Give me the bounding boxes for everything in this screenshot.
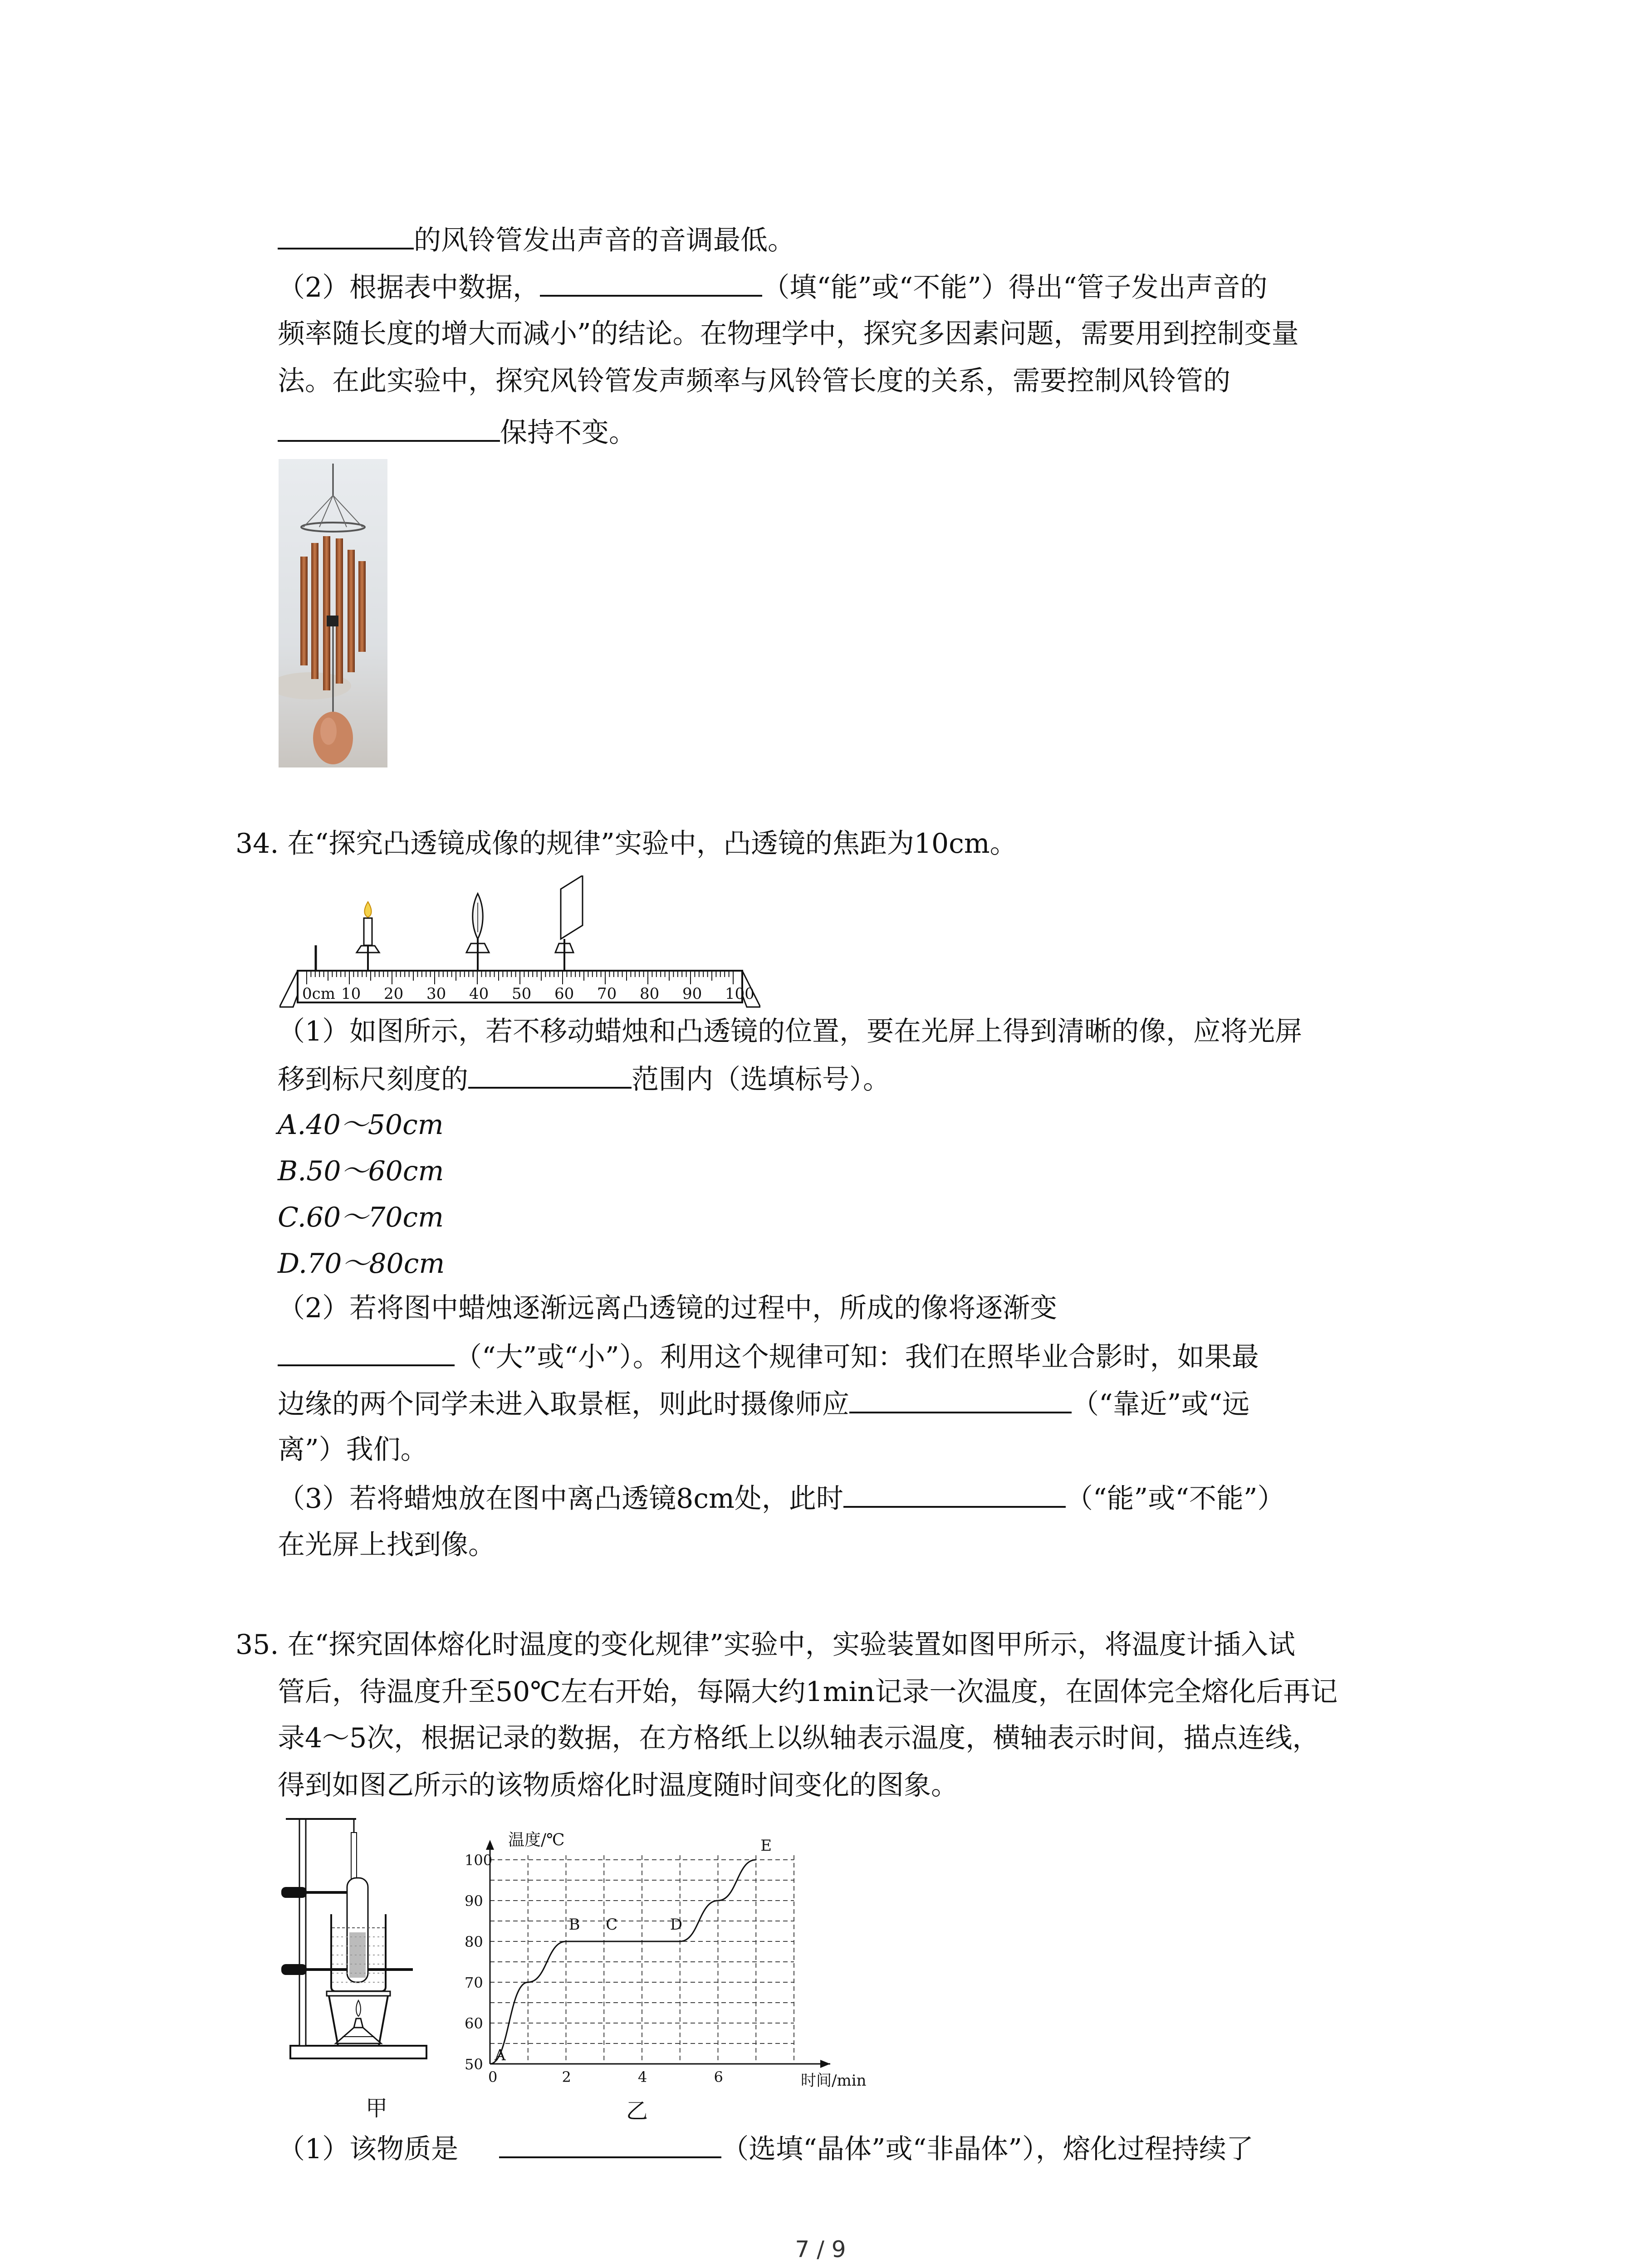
- x-tick-label: 4: [638, 2068, 647, 2086]
- ruler-label: 100: [725, 985, 754, 1003]
- y-axis-arrow: [486, 1840, 494, 1850]
- candle-flame: [364, 902, 371, 917]
- light-screen: [561, 875, 583, 939]
- alcohol-lamp: [336, 2028, 381, 2043]
- q33-line-3: 频率随长度的增大而减小”的结论。在物理学中，探究多因素问题，需要用到控制变量: [278, 318, 1299, 350]
- q33-line-4: 法。在此实验中，探究风铃管发声频率与风铃管长度的关系，需要控制风铃管的: [278, 365, 1230, 397]
- option-a[interactable]: A.40～50cm: [278, 1109, 444, 1141]
- answer-blank[interactable]: [849, 1384, 1072, 1413]
- answer-blank[interactable]: [540, 268, 762, 297]
- q35-line-1: 35. 在“探究固体熔化时温度的变化规律”实验中，实验装置如图甲所示，将温度计插入试: [235, 1629, 1295, 1661]
- option-d[interactable]: D.70～80cm: [278, 1248, 445, 1280]
- ruler-label: 20: [384, 985, 404, 1003]
- q35-p1-line-1: （1）该物质是 （选填“晶体”或“非晶体”），熔化过程持续了: [278, 2129, 1254, 2168]
- point-label: A: [495, 2046, 506, 2064]
- answer-blank[interactable]: [468, 1060, 632, 1089]
- x-tick-label: 6: [714, 2068, 723, 2086]
- option-b[interactable]: B.50～60cm: [278, 1155, 444, 1187]
- answer-blank[interactable]: [278, 413, 500, 442]
- q34-p2-line-4: 离”）我们。: [278, 1434, 428, 1466]
- q34-p2-line-1: （2）若将图中蜡烛逐渐远离凸透镜的过程中，所成的像将逐渐变: [278, 1292, 1058, 1324]
- ruler-label: 60: [554, 985, 574, 1003]
- ruler-label: 80: [640, 985, 660, 1003]
- ruler-label: 40: [469, 985, 489, 1003]
- q34-p3-line-2: 在光屏上找到像。: [278, 1529, 495, 1561]
- ruler-label: 10: [341, 985, 361, 1003]
- ruler-label: 30: [426, 985, 446, 1003]
- q34-stem: 34. 在“探究凸透镜成像的规律”实验中，凸透镜的焦距为10cm。: [235, 828, 1017, 860]
- point-label: C: [606, 1916, 618, 1934]
- page-number: 7 / 9: [795, 2236, 846, 2263]
- y-tick-label: 60: [465, 2015, 483, 2032]
- x-axis-arrow: [820, 2060, 830, 2068]
- y-axis-label: 温度/℃: [508, 1831, 565, 1849]
- y-tick-label: 90: [465, 1892, 483, 1910]
- y-tick-label: 100: [465, 1852, 493, 1869]
- q33-line-2: （2）根据表中数据， （填“能”或“不能”）得出“管子发出声音的: [278, 268, 1268, 307]
- ruler-label: 50: [512, 985, 532, 1003]
- wind-chime-image: [279, 459, 387, 767]
- figure-label-jia: 甲: [366, 2096, 388, 2121]
- q33-line-5: 保持不变。: [278, 413, 636, 452]
- answer-blank[interactable]: [278, 1337, 455, 1366]
- y-tick-label: 80: [465, 1933, 483, 1950]
- y-tick-label: 50: [465, 2056, 483, 2073]
- q35-line-2: 管后，待温度升至50℃左右开始，每隔大约1min记录一次温度，在固体完全熔化后再记: [278, 1676, 1338, 1708]
- point-label: B: [568, 1916, 580, 1934]
- ruler-label: 70: [597, 985, 617, 1003]
- answer-blank[interactable]: [278, 220, 414, 249]
- q34-p1-line-1: （1）如图所示，若不移动蜡烛和凸透镜的位置，要在光屏上得到清晰的像，应将光屏: [278, 1016, 1303, 1047]
- answer-blank[interactable]: [499, 2129, 721, 2158]
- melting-chart: [458, 1823, 880, 2091]
- answer-blank[interactable]: [843, 1479, 1066, 1508]
- q35-line-4: 得到如图乙所示的该物质熔化时温度随时间变化的图象。: [278, 1769, 958, 1801]
- q34-p2-line-3: 边缘的两个同学未进入取景框，则此时摄像师应 （“靠近”或“远: [278, 1384, 1249, 1423]
- figure-label-yi: 乙: [626, 2098, 648, 2124]
- point-label: D: [670, 1916, 683, 1934]
- q34-p3-line-1: （3）若将蜡烛放在图中离凸透镜8cm处，此时 （“能”或“不能”）: [278, 1479, 1285, 1518]
- q33-line-1: 的风铃管发出声音的音调最低。: [278, 220, 795, 259]
- option-c[interactable]: C.60～70cm: [278, 1202, 444, 1233]
- x-tick-label: 0: [488, 2068, 498, 2086]
- point-label: E: [760, 1837, 772, 1855]
- y-tick-label: 70: [465, 1974, 483, 1991]
- x-tick-label: 2: [562, 2068, 571, 2086]
- ruler-label: 90: [682, 985, 702, 1003]
- optical-bench-figure: [279, 875, 760, 1012]
- q35-line-3: 录4～5次，根据记录的数据，在方格纸上以纵轴表示温度，横轴表示时间，描点连线，: [278, 1722, 1320, 1754]
- q34-p1-line-2: 移到标尺刻度的 范围内（选填标号）。: [278, 1060, 890, 1099]
- x-axis-label: 时间/min: [801, 2072, 867, 2090]
- heating-apparatus-figure: [281, 1814, 440, 2068]
- candle: [364, 918, 372, 945]
- ruler-label: 0cm: [302, 985, 335, 1003]
- q34-p2-line-2: （“大”或“小”）。利用这个规律可知：我们在照毕业合影时，如果最: [278, 1337, 1259, 1376]
